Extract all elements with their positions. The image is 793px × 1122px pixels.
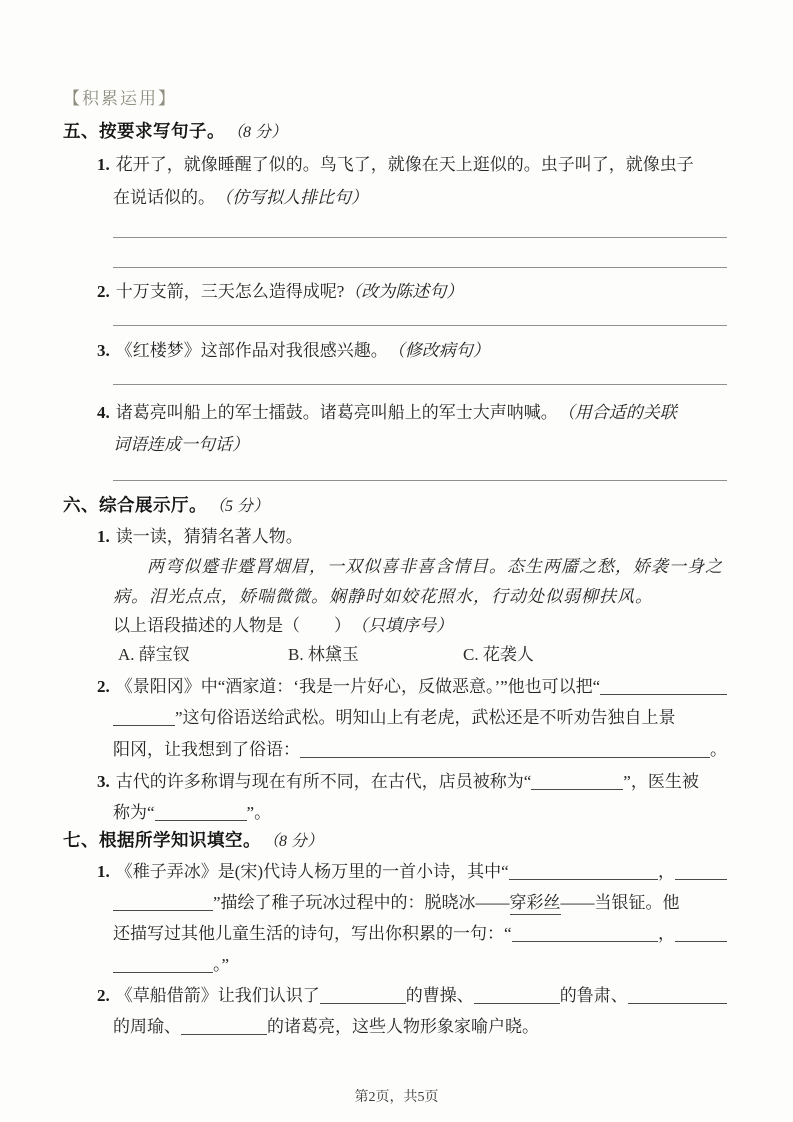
- s6-q1-options: [118, 644, 534, 666]
- fill-in-blank: [531, 789, 623, 790]
- item-number: 2.: [97, 677, 110, 696]
- question-text: ”描绘了稚子玩冰过程中的：脱晓冰——: [213, 893, 510, 912]
- s7-q1-line2: [113, 892, 680, 915]
- question-text: ”。: [246, 803, 272, 822]
- fill-in-blank: [675, 879, 727, 880]
- question-text: 的曹操、: [405, 986, 474, 1005]
- item-number: 2.: [97, 986, 110, 1005]
- underlined-answer: 穿彩丝: [510, 892, 561, 915]
- instruction-note: （只填序号）: [351, 616, 453, 635]
- s7-q2-line2: [113, 1016, 539, 1038]
- fill-in-blank: [113, 910, 213, 911]
- fill-in-blank: [113, 725, 175, 726]
- question-text: ，: [658, 924, 675, 943]
- s7-q1-line1: [97, 861, 727, 883]
- item-number: 1.: [97, 155, 110, 174]
- question-text: 读一读，猜猜名著人物。: [115, 527, 303, 546]
- section-banner: [63, 88, 177, 110]
- instruction-note: （仿写拟人排比句）: [215, 188, 368, 207]
- s6-q1-passage-line1: [147, 556, 723, 578]
- fill-in-blank: [600, 694, 727, 695]
- item-number: 1.: [97, 527, 110, 546]
- question-text: 在说话似的。: [113, 188, 215, 207]
- section-5-score: （8 分）: [227, 124, 288, 141]
- fill-in-blank: [113, 972, 213, 973]
- section-5-title: 五、按要求写句子。: [63, 121, 225, 141]
- section-6-heading: [63, 494, 269, 518]
- section-7-title: 七、根据所学知识填空。: [63, 830, 261, 850]
- item-number: 1.: [97, 862, 110, 881]
- fill-in-blank: [320, 1003, 406, 1004]
- quoted-passage: 两弯似蹙非蹙罥烟眉，一双似喜非喜含情目。态生两靥之愁，娇袭一身之: [147, 557, 723, 576]
- section-7-heading: [63, 829, 323, 853]
- question-text: ”，医生被: [623, 772, 699, 791]
- s5-q2-line: [97, 281, 463, 303]
- quoted-passage: 病。泪光点点，娇喘微微。娴静时如姣花照水，行动处似弱柳扶风。: [113, 587, 653, 606]
- question-text: 古代的许多称谓与现在有所不同，在古代，店员被称为“: [115, 772, 532, 791]
- option-c: C. 花袭人: [463, 645, 534, 664]
- question-text: 。”: [213, 955, 230, 974]
- fill-in-blank: [181, 1034, 267, 1035]
- s5-q3-line: [97, 340, 490, 362]
- answer-line: [113, 237, 727, 238]
- question-text: 还描写过其他儿童生活的诗句，写出你积累的一句：“: [113, 924, 512, 943]
- question-text: 诸葛亮叫船上的军士擂鼓。诸葛亮叫船上的军士大声呐喊。: [115, 403, 558, 422]
- answer-line: [113, 480, 727, 481]
- question-text: 《景阳冈》中“酒家道：‘我是一片好心，反做恶意。’”他也可以把“: [115, 677, 601, 696]
- item-number: 3.: [97, 772, 110, 791]
- s5-q1-line2: [113, 187, 368, 209]
- question-text: 称为“: [113, 803, 155, 822]
- question-text: ，: [658, 862, 675, 881]
- fill-in-blank: [155, 820, 247, 821]
- s6-q1-prompt: [113, 615, 453, 637]
- instruction-note: （修改病句）: [387, 341, 490, 360]
- question-text: ”这句俗语送给武松。明知山上有老虎，武松还是不听劝告独自上景: [175, 708, 676, 727]
- section-6-score: （5 分）: [209, 498, 270, 515]
- s7-q1-line4: [113, 954, 229, 976]
- question-text: 的周瑜、: [113, 1017, 181, 1036]
- item-number: 4.: [97, 403, 110, 422]
- fill-in-blank: [675, 941, 727, 942]
- s6-q2-line2: [113, 707, 676, 729]
- question-text: 阳冈，让我想到了俗语：: [113, 740, 300, 759]
- instruction-note: 词语连成一句话）: [113, 435, 249, 454]
- question-text: 《稚子弄冰》是(宋)代诗人杨万里的一首小诗，其中“: [115, 862, 509, 881]
- accumulate-usage-header: 【积累运用】: [63, 89, 177, 108]
- s6-q1-passage-line2: [113, 586, 653, 608]
- page-number: 第2页，共5页: [354, 1090, 439, 1105]
- item-number: 3.: [97, 341, 110, 360]
- fill-in-blank: [512, 941, 658, 942]
- instruction-note: （用合适的关联: [557, 403, 677, 422]
- answer-line: [113, 325, 727, 326]
- question-text: 。: [710, 740, 727, 759]
- answer-line: [113, 267, 727, 268]
- fill-in-blank: [474, 1003, 560, 1004]
- fill-in-blank: [300, 757, 710, 758]
- prompt-text: 以上语段描述的人物是（ ）: [113, 616, 351, 635]
- option-a: A. 薛宝钗: [118, 645, 190, 664]
- fill-in-blank: [628, 1003, 727, 1004]
- answer-line: [113, 384, 727, 385]
- fill-in-blank: [509, 879, 658, 880]
- section-7-score: （8 分）: [263, 833, 324, 850]
- instruction-note: （改为陈述句）: [344, 282, 464, 301]
- s5-q1-line1: [97, 154, 694, 176]
- s5-q4-line2: [113, 434, 249, 456]
- s6-q2-line3: [113, 739, 727, 761]
- s6-q3-line1: [97, 771, 699, 793]
- question-text: 《红楼梦》这部作品对我很感兴趣。: [115, 341, 388, 360]
- question-text: 《草船借箭》让我们认识了: [115, 986, 320, 1005]
- question-text: 花开了，就像睡醒了似的。鸟飞了，就像在天上逛似的。虫子叫了，就像虫子: [115, 155, 694, 174]
- section-6-title: 六、综合展示厅。: [63, 495, 207, 515]
- question-text: 的鲁肃、: [559, 986, 628, 1005]
- s6-q3-line2: [113, 802, 271, 824]
- s5-q4-line1: [97, 402, 677, 424]
- s6-q2-line1: [97, 676, 727, 698]
- question-text: 的诸葛亮，这些人物形象家喻户晓。: [267, 1017, 539, 1036]
- question-text: ——当银钲。他: [560, 893, 680, 912]
- s7-q2-line1: [97, 985, 727, 1007]
- section-5-heading: [63, 120, 287, 144]
- question-text: 十万支箭，三天怎么造得成呢?: [115, 282, 345, 301]
- option-b: B. 林黛玉: [288, 645, 359, 664]
- item-number: 2.: [97, 282, 110, 301]
- s6-q1-line: [97, 526, 303, 548]
- s7-q1-line3: [113, 923, 727, 945]
